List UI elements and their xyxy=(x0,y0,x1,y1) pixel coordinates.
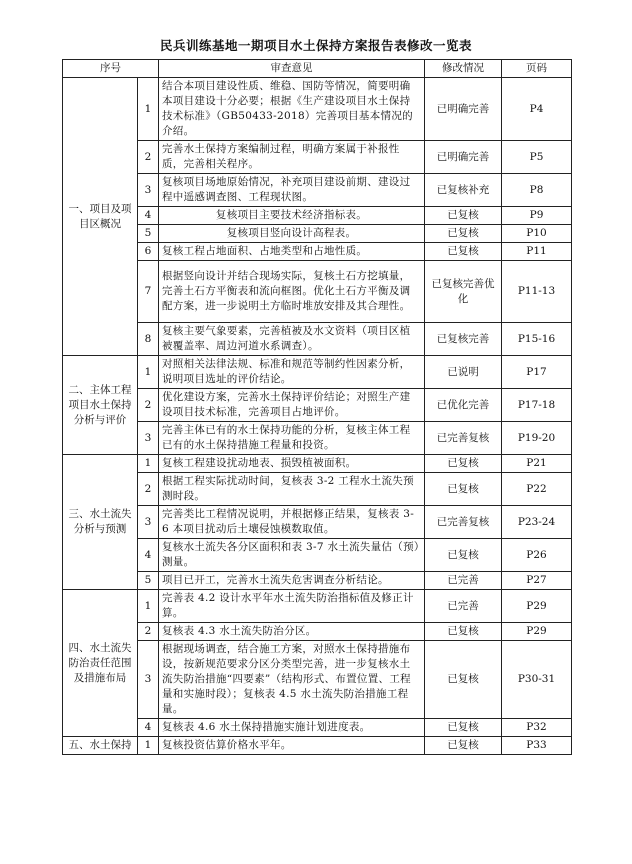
table-body xyxy=(63,78,572,755)
table-row xyxy=(63,455,572,473)
opinion-cell: 复核项目场地原始情况，补充项目建设前期、建设过程中遥感调查图、工程现状图。 xyxy=(159,174,425,207)
status-cell: 已复核 xyxy=(425,207,502,225)
status-cell: 已复核 xyxy=(425,243,502,261)
table-row xyxy=(63,506,572,539)
page-cell: P33 xyxy=(502,737,572,755)
opinion-cell: 复核工程占地面积、占地类型和占地性质。 xyxy=(159,243,425,261)
table-row xyxy=(63,719,572,737)
opinion-cell: 复核投资估算价格水平年。 xyxy=(159,737,425,755)
status-cell: 已明确完善 xyxy=(425,141,502,174)
status-cell: 已复核完善 xyxy=(425,323,502,356)
opinion-cell: 对照相关法律法规、标准和规范等制约性因素分析，说明项目选址的评价结论。 xyxy=(159,356,425,389)
table-row xyxy=(63,207,572,225)
status-cell: 已完善复核 xyxy=(425,506,502,539)
table-row xyxy=(63,174,572,207)
document-title: 民兵训练基地一期项目水土保持方案报告表修改一览表 xyxy=(159,38,472,53)
table-row xyxy=(63,539,572,572)
status-cell: 已说明 xyxy=(425,356,502,389)
opinion-cell: 复核水土流失各分区面积和表 3-7 水土流失量估（预）测量。 xyxy=(159,539,425,572)
row-number-cell: 2 xyxy=(138,389,159,422)
opinion-cell: 完善类比工程情况说明，并根据修正结果，复核表 3-6 本项目扰动后土壤侵蚀模数取值。 xyxy=(159,506,425,539)
opinion-cell: 根据竖向设计并结合现场实际，复核土石方挖填量，完善土石方平衡表和流向框图。优化土石方平衡及调配方案，进一步说明土方临时堆放安排及其合理性。 xyxy=(159,261,425,323)
table-row xyxy=(63,389,572,422)
row-number-cell: 4 xyxy=(138,539,159,572)
page-cell: P15-16 xyxy=(502,323,572,356)
review-table xyxy=(62,59,572,755)
row-number-cell: 2 xyxy=(138,473,159,506)
status-cell: 已完善 xyxy=(425,590,502,623)
opinion-cell: 复核主要气象要素，完善植被及水文资料（项目区植被覆盖率、周边河道水系调查）。 xyxy=(159,323,425,356)
page-cell: P17 xyxy=(502,356,572,389)
status-cell: 已复核 xyxy=(425,737,502,755)
page-cell: P23-24 xyxy=(502,506,572,539)
row-number-cell: 1 xyxy=(138,356,159,389)
header-seq: 序号 xyxy=(63,60,159,78)
page-cell: P11-13 xyxy=(502,261,572,323)
status-cell: 已复核 xyxy=(425,719,502,737)
opinion-cell: 结合本项目建设性质、维稳、国防等情况，简要明确本项目建设十分必要；根据《生产建设项目水土保持技术标准》（GB50433-2018）完善项目基本情况的介绍。 xyxy=(159,78,425,141)
page-cell: P21 xyxy=(502,455,572,473)
status-cell: 已复核 xyxy=(425,539,502,572)
table-row xyxy=(63,623,572,641)
row-number-cell: 1 xyxy=(138,737,159,755)
row-number-cell: 2 xyxy=(138,141,159,174)
status-cell: 已完善复核 xyxy=(425,422,502,455)
opinion-cell: 复核工程建设扰动地表、损毁植被面积。 xyxy=(159,455,425,473)
row-number-cell: 3 xyxy=(138,506,159,539)
row-number-cell: 3 xyxy=(138,422,159,455)
opinion-cell: 项目已开工，完善水土流失危害调查分析结论。 xyxy=(159,572,425,590)
page-cell: P8 xyxy=(502,174,572,207)
opinion-cell: 根据工程实际扰动时间，复核表 3-2 工程水土流失预测时段。 xyxy=(159,473,425,506)
row-number-cell: 1 xyxy=(138,590,159,623)
page-cell: P30-31 xyxy=(502,641,572,719)
page-cell: P29 xyxy=(502,590,572,623)
section-name-cell: 四、水土流失防治责任范围及措施布局 xyxy=(63,590,138,737)
section-name-cell: 二、主体工程项目水土保持分析与评价 xyxy=(63,356,138,455)
page-cell: P29 xyxy=(502,623,572,641)
status-cell: 已明确完善 xyxy=(425,78,502,141)
row-number-cell: 3 xyxy=(138,641,159,719)
section-name-cell: 一、项目及项目区概况 xyxy=(63,78,138,356)
table-row xyxy=(63,261,572,323)
page-cell: P27 xyxy=(502,572,572,590)
status-cell: 已复核补充 xyxy=(425,174,502,207)
section-name-cell: 五、水土保持 xyxy=(63,737,138,755)
page-cell: P26 xyxy=(502,539,572,572)
table-row xyxy=(63,422,572,455)
row-number-cell: 6 xyxy=(138,243,159,261)
table-row xyxy=(63,572,572,590)
table-row xyxy=(63,78,572,141)
status-cell: 已复核 xyxy=(425,641,502,719)
opinion-cell: 复核项目竖向设计高程表。 xyxy=(159,225,425,243)
status-cell: 已优化完善 xyxy=(425,389,502,422)
row-number-cell: 1 xyxy=(138,78,159,141)
row-number-cell: 1 xyxy=(138,455,159,473)
status-cell: 已复核 xyxy=(425,623,502,641)
row-number-cell: 5 xyxy=(138,225,159,243)
page-cell: P11 xyxy=(502,243,572,261)
header-opinion: 审查意见 xyxy=(159,60,425,78)
header-page: 页码 xyxy=(502,60,572,78)
section-name-cell: 三、水土流失分析与预测 xyxy=(63,455,138,590)
page-cell: P10 xyxy=(502,225,572,243)
row-number-cell: 7 xyxy=(138,261,159,323)
opinion-cell: 优化建设方案，完善水土保持评价结论；对照生产建设项目技术标准，完善项目占地评价。 xyxy=(159,389,425,422)
opinion-cell: 完善水土保持方案编制过程，明确方案属于补报性质，完善相关程序。 xyxy=(159,141,425,174)
table-row xyxy=(63,243,572,261)
row-number-cell: 4 xyxy=(138,207,159,225)
table-row xyxy=(63,473,572,506)
status-cell: 已复核 xyxy=(425,473,502,506)
row-number-cell: 5 xyxy=(138,572,159,590)
status-cell: 已复核 xyxy=(425,225,502,243)
page-cell: P17-18 xyxy=(502,389,572,422)
header-status: 修改情况 xyxy=(425,60,502,78)
page-cell: P9 xyxy=(502,207,572,225)
status-cell: 已复核 xyxy=(425,455,502,473)
page-cell: P22 xyxy=(502,473,572,506)
opinion-cell: 根据现场调查，结合施工方案，对照水土保持措施布设，按新规范要求分区分类型完善，进一步复核水土流失防治措施“四要素”（结构形式、布置位置、工程量和实施时段）；复核表 4.5 水土流失防治措施工程量。 xyxy=(159,641,425,719)
row-number-cell: 8 xyxy=(138,323,159,356)
header-row xyxy=(63,60,572,78)
row-number-cell: 2 xyxy=(138,623,159,641)
row-number-cell: 4 xyxy=(138,719,159,737)
page-cell: P32 xyxy=(502,719,572,737)
opinion-cell: 复核表 4.3 水土流失防治分区。 xyxy=(159,623,425,641)
opinion-cell: 完善表 4.2 设计水平年水土流失防治指标值及修正计算。 xyxy=(159,590,425,623)
status-cell: 已完善 xyxy=(425,572,502,590)
table-row xyxy=(63,141,572,174)
table-row xyxy=(63,737,572,755)
table-row xyxy=(63,356,572,389)
page-cell: P19-20 xyxy=(502,422,572,455)
page-cell: P5 xyxy=(502,141,572,174)
opinion-cell: 完善主体已有的水土保持功能的分析，复核主体工程已有的水土保持措施工程量和投资。 xyxy=(159,422,425,455)
page-cell: P4 xyxy=(502,78,572,141)
status-cell: 已复核完善优化 xyxy=(425,261,502,323)
row-number-cell: 3 xyxy=(138,174,159,207)
table-row xyxy=(63,323,572,356)
table-row xyxy=(63,641,572,719)
table-row xyxy=(63,590,572,623)
table-row xyxy=(63,225,572,243)
opinion-cell: 复核项目主要技术经济指标表。 xyxy=(159,207,425,225)
opinion-cell: 复核表 4.6 水土保持措施实施计划进度表。 xyxy=(159,719,425,737)
